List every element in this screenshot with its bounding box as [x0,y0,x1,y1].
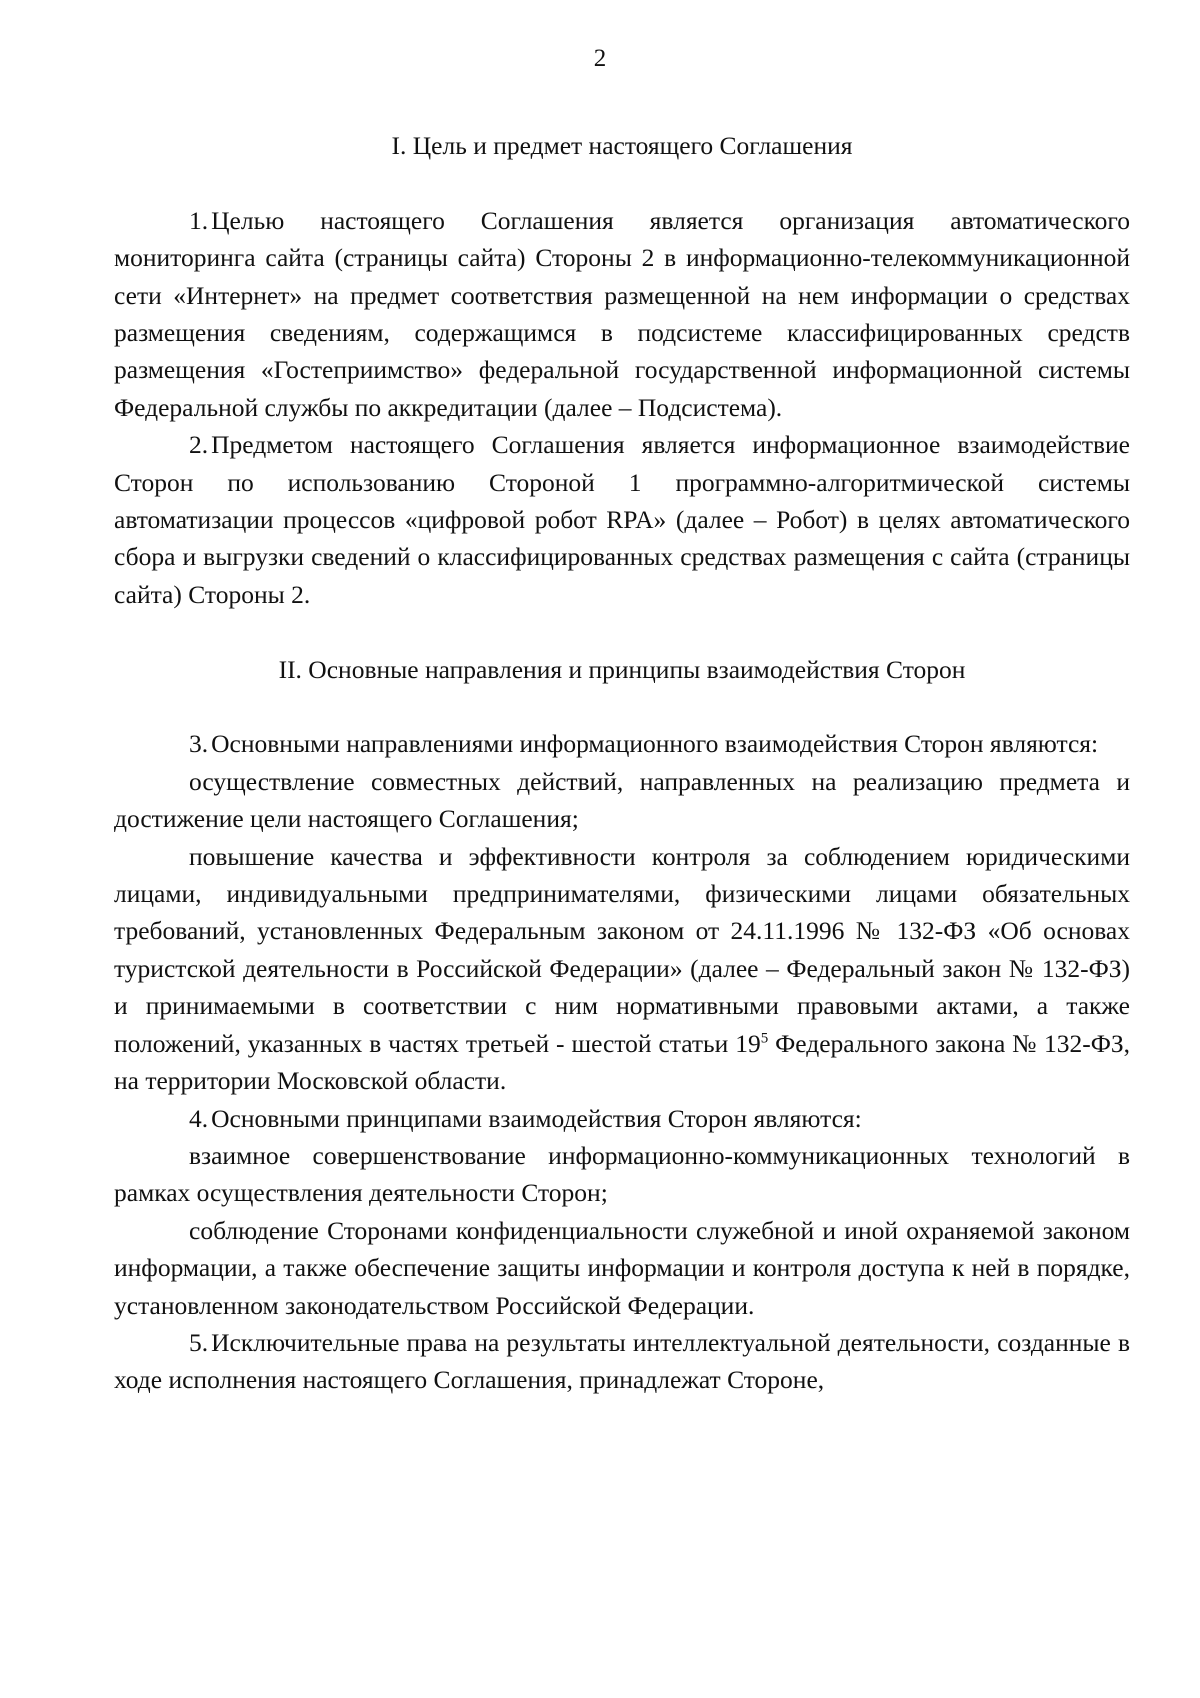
paragraph-5 [114,1324,1130,1399]
paragraph-5-text: Исключительные права на результаты интеллектуальной деятельности, созданные в ходе исполнения настоящего Соглашения, принадлежат Стороне, [114,1327,1130,1395]
paragraph-4-number: 4. [189,1103,209,1133]
paragraph-1-text: Целью настоящего Соглашения является организация автоматического мониторинга сайта (страницы сайта) Стороны 2 в информационно-телекоммуникационной сети «Интернет» на предмет соответствия размещенной на нем информации о средствах размещения сведениям, содержащимся в подсистеме классифицированных средств размещения «Гостеприимство» федеральной государственной информационной системы Федеральной службы по аккредитации (далее – Подсистема). [114,205,1130,422]
section-1-heading: I. Цель и предмет настоящего Соглашения [391,131,853,160]
paragraph-5-number: 5. [189,1327,209,1357]
paragraph-4 [114,1100,1130,1137]
paragraph-3-item-a: осуществление совместных действий, направленных на реализацию предмета и достижение цели настоящего Соглашения; [114,766,1130,834]
spacer [114,613,1130,650]
paragraph-3-text: Основными направлениями информационного взаимодействия Сторон являются: [211,729,1099,759]
paragraph-2-number: 2. [189,430,209,460]
paragraph-3-item-b [114,838,1130,1100]
paragraph-4-item-b: соблюдение Сторонами конфиденциальности служебной и иной охраняемой законом информации, а также обеспечение защиты информации и контроля доступа к ней в порядке, установленном законодательством Российской Федерации. [114,1215,1130,1320]
document-body [114,127,1130,1399]
paragraph-3 [114,725,1130,762]
page-number: 2 [593,45,607,72]
paragraph-2 [114,426,1130,613]
spacer [114,164,1130,201]
paragraph-1-number: 1. [189,205,209,235]
paragraph-1 [114,202,1130,426]
paragraph-3-item-b-text: повышение качества и эффективности контроля за соблюдением юридическими лицами, индивидуальными предпринимателями, физическими лицами обязательных требований, установленных Федеральным законом от 24.11.1996 № 132-ФЗ «Об основах туристской деятельности в Российской Федерации» (далее – Федеральный закон № 132-ФЗ) и принимаемыми в соответствии с ним нормативными правовыми актами, а также положений, указанных в частях третьей - шестой статьи 19 [114,841,1130,1058]
paragraph-3-item-b-tail: Федерального закона № 132-ФЗ, на территории Московской области. [114,1028,1130,1096]
paragraph-2-text: Предметом настоящего Соглашения является информационное взаимодействие Сторон по использованию Стороной 1 программно-алгоритмической системы автоматизации процессов «цифровой робот RPA» (далее – Робот) в целях автоматического сбора и выгрузки сведений о классифицированных средствах размещения с сайта (страницы сайта) Стороны 2. [114,430,1130,609]
paragraph-3-number: 3. [189,729,209,759]
spacer [114,688,1130,725]
superscript-5: 5 [760,1030,769,1047]
paragraph-4-text: Основными принципами взаимодействия Сторон являются: [211,1103,862,1133]
section-2-heading: II. Основные направления и принципы взаимодействия Сторон [278,654,966,684]
paragraph-4-item-a: взаимное совершенствование информационно-коммуникационных технологий в рамках осуществления деятельности Сторон; [114,1140,1130,1208]
